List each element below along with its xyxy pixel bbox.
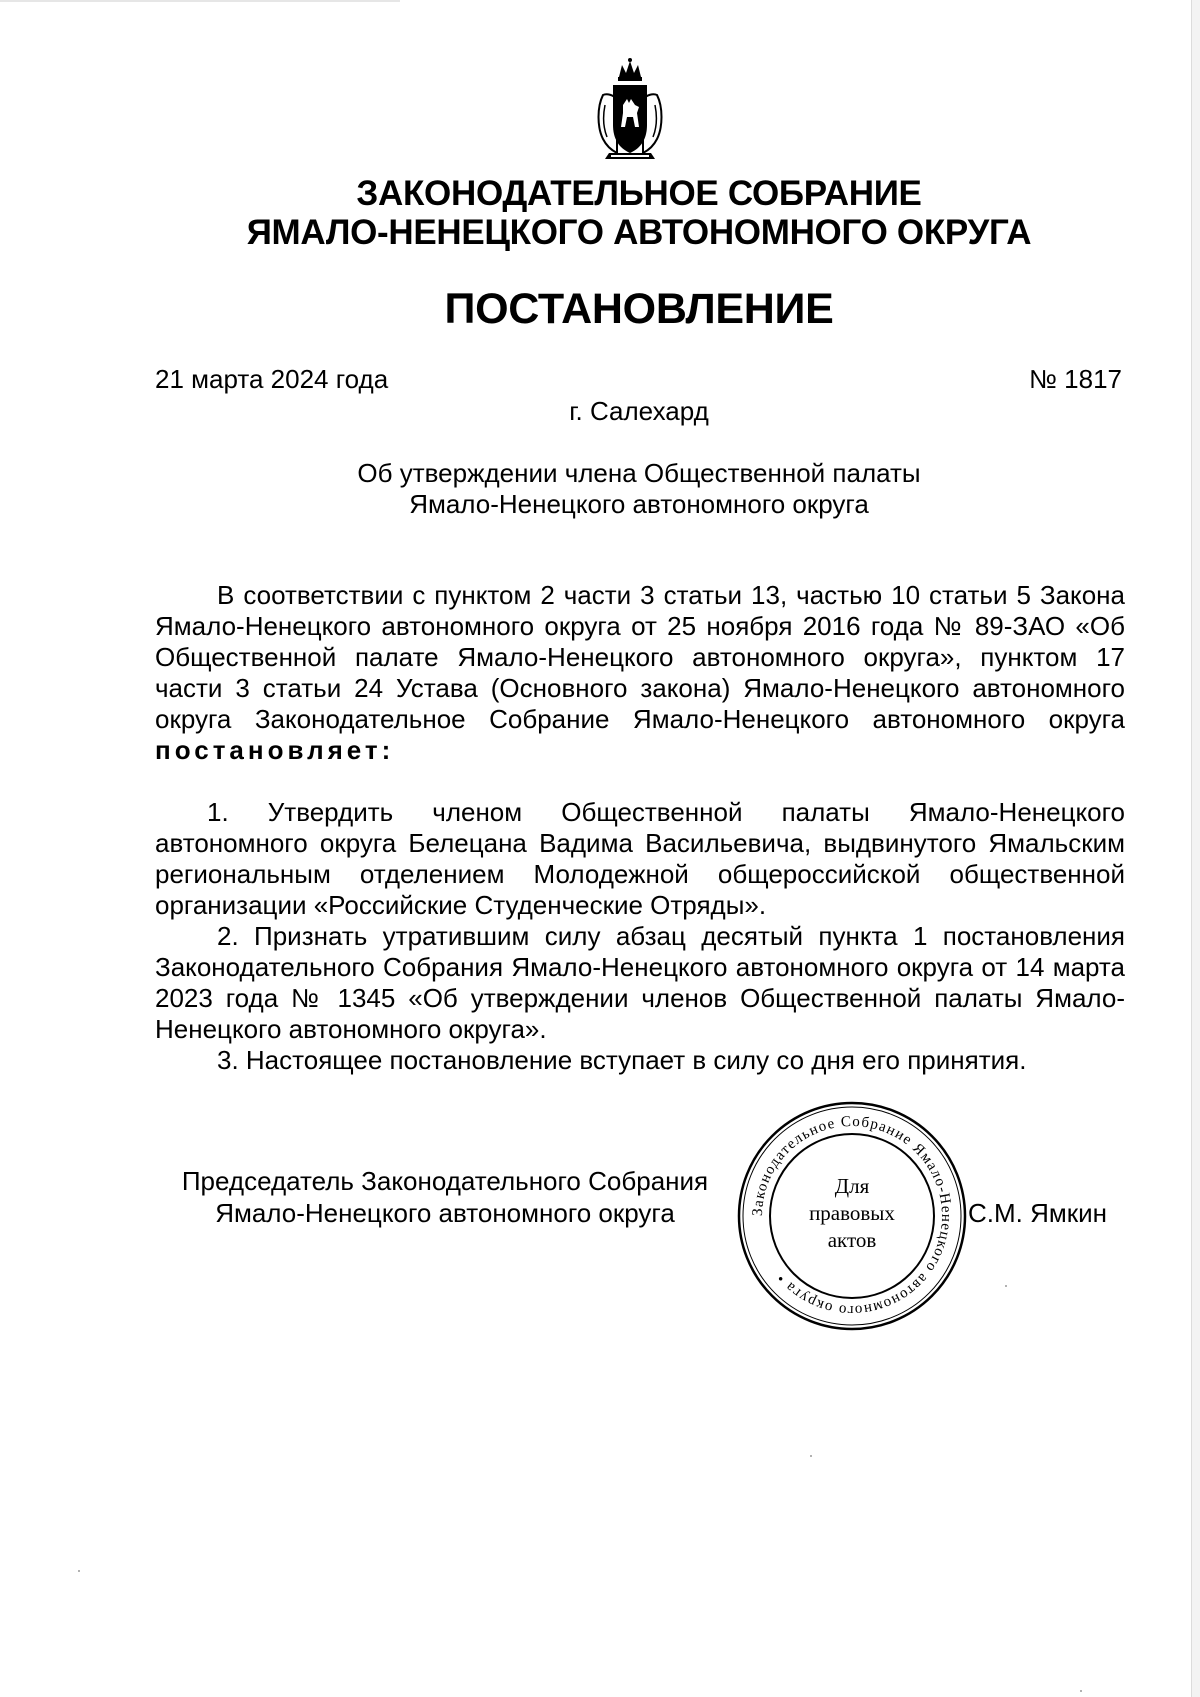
seal-center-line-2: правовых bbox=[809, 1201, 895, 1225]
document-body bbox=[155, 580, 1125, 1076]
document-number: № 1817 bbox=[1029, 364, 1122, 394]
signatory-name: С.М. Ямкин bbox=[968, 1198, 1108, 1228]
seal-center-line-1: Для bbox=[834, 1174, 870, 1198]
organization-title-line-2: ЯМАЛО-НЕНЕЦКОГО АВТОНОМНОГО ОКРУГА bbox=[246, 213, 1032, 252]
document-date: 21 марта 2024 года bbox=[155, 364, 389, 394]
scan-top-edge bbox=[0, 0, 400, 2]
scan-speck bbox=[1080, 1690, 1082, 1692]
preamble-text: В соответствии с пунктом 2 части 3 статьи 13, частью 10 статьи 5 Закона Ямало-Ненецкого автономного округа от 25 ноября 2016 года № 89-ЗАО «Об Общественной палате Ямало-Ненецкого автономного округа», пунктом 17 части 3 статьи 24 Устава (Основного закона) Ямало-Ненецкого автономного округа Законодательное Собрание Ямало-Ненецкого автономного округа bbox=[155, 580, 1125, 734]
preamble-paragraph bbox=[155, 580, 1125, 766]
seal-center-line-3: актов bbox=[827, 1228, 877, 1252]
signatory-position-line-1: Председатель Законодательного Собрания bbox=[181, 1166, 709, 1196]
signatory-position bbox=[155, 1165, 735, 1229]
document-subject bbox=[0, 458, 1200, 520]
scan-speck bbox=[1005, 1285, 1007, 1287]
signatory-position-line-2: Ямало-Ненецкого автономного округа bbox=[215, 1198, 675, 1228]
document-city: г. Салехард bbox=[569, 396, 709, 426]
coat-of-arms-icon bbox=[595, 55, 665, 163]
organization-title-line-1: ЗАКОНОДАТЕЛЬНОЕ СОБРАНИЕ bbox=[356, 174, 922, 213]
scan-right-edge bbox=[1191, 0, 1200, 1697]
official-seal bbox=[734, 1098, 970, 1334]
seal-ring-text: Законодательное Собрание Ямало-Ненецкого автономного округа • bbox=[749, 1113, 955, 1319]
subject-line-2: Ямало-Ненецкого автономного округа bbox=[409, 489, 869, 519]
organization-title bbox=[0, 174, 1200, 252]
subject-line-1: Об утверждении члена Общественной палаты bbox=[357, 458, 921, 488]
decree-word: постановляет: bbox=[155, 735, 395, 765]
document-type: ПОСТАНОВЛЕНИЕ bbox=[444, 285, 834, 333]
scan-speck bbox=[810, 1455, 812, 1457]
decision-item-3: 3. Настоящее постановление вступает в силу со дня его принятия. bbox=[217, 1045, 1027, 1075]
scan-speck bbox=[78, 1570, 80, 1572]
seal-center-text bbox=[734, 1173, 970, 1254]
decision-item-2: 2. Признать утратившим силу абзац десятый пункта 1 постановления Законодательного Собрания Ямало-Ненецкого автономного округа от 14 марта 2023 года № 1345 «Об утверждении членов Общественной палаты Ямало-Ненецкого автономного округа». bbox=[155, 921, 1125, 1044]
decision-item-1: 1. Утвердить членом Общественной палаты Ямало-Ненецкого автономного округа Белецана Вадима Васильевича, выдвинутого Ямальским региональным отделением Молодежной общероссийской общественной организации «Российские Студенческие Отряды». bbox=[155, 797, 1125, 920]
